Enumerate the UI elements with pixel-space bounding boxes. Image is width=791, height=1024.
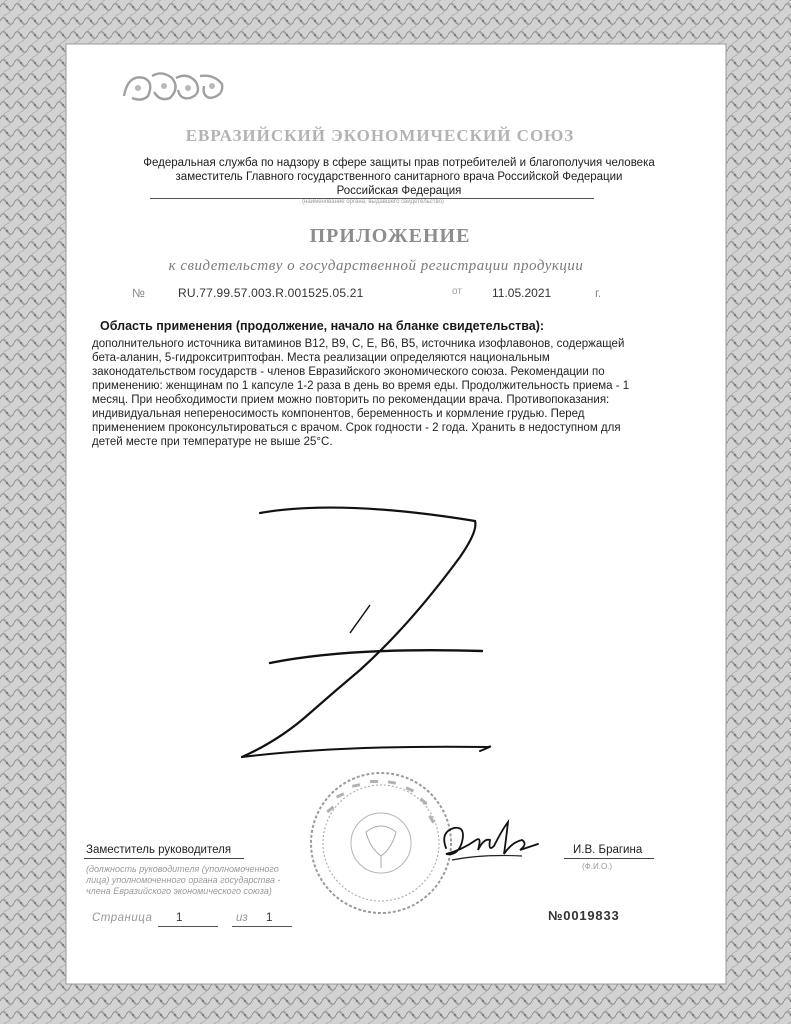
position-hint-line-2: лица) уполномоченного органа государства - [86,875,281,885]
position-underline [84,858,244,859]
coat-of-arms-emblem [118,66,230,106]
agency-line-2: заместитель Главного государственного санитарного врача Российской Федерации [175,171,623,183]
document-subtitle: к свидетельству о государственной регистрации продукции [168,258,584,274]
agency-line-1: Федеральная служба по надзору в сфере защиты прав потребителей и благополучия человека [143,157,655,169]
page-total: 1 [266,912,273,924]
field-heading: Область применения (продолжение, начало на бланке свидетельства): [100,319,545,333]
date-prefix: от [452,286,462,297]
serial-number: №0019833 [548,908,620,923]
page-label: Страница [92,912,153,924]
position-hint [86,864,346,897]
agency-hint: (наименование органа, выдавшего свидетельство) [302,199,444,205]
date-suffix: г. [595,286,602,300]
z-cancellation-mark [220,495,520,775]
union-header: ЕВРАЗИЙСКИЙ ЭКОНОМИЧЕСКИЙ СОЮЗ [185,126,575,145]
field-text: дополнительного источника витаминов В12, В9, С, Е, В6, В5, источника изофлавонов, содержащей бета-аланин, 5-гидрокситриптофан. Места реализации определяются национальным законодательством государств - членов Евразийского экономического союза. Рекомендации по применению: женщинам по 1 капсуле 1-2 раза в день во время еды. Продолжительность приема - 1 месяц. При необходимости прием можно повторить по рекомендации врача. Противопоказания: индивидуальная непереносимость компонентов, беременность и кормление грудью. Перед применением проконсультироваться с врачом. Срок годности - 2 года. Хранить в недоступном для детей месте при температуре не выше 25°С. [92,338,630,448]
registration-number-prefix: № [132,286,145,300]
position-hint-line-1: (должность руководителя (уполномоченного [86,864,279,874]
page-of-label: из [236,912,248,924]
page-current: 1 [176,912,183,924]
document-title: ПРИЛОЖЕНИЕ [309,225,471,247]
page-current-underline [158,926,218,927]
signer-position: Заместитель руководителя [86,844,232,856]
name-underline [564,858,654,859]
handwritten-signature [432,810,542,870]
registration-number: RU.77.99.57.003.R.001525.05.21 [178,286,364,300]
registration-date: 11.05.2021 [492,286,552,300]
signer-name: И.В. Брагина [573,844,643,856]
agency-line-3: Российская Федерация [336,185,462,197]
position-hint-line-3: члена Евразийского экономического союза) [86,886,272,896]
agency-name [84,156,714,198]
name-hint: (Ф.И.О.) [582,862,613,871]
page-total-underline [232,926,292,927]
